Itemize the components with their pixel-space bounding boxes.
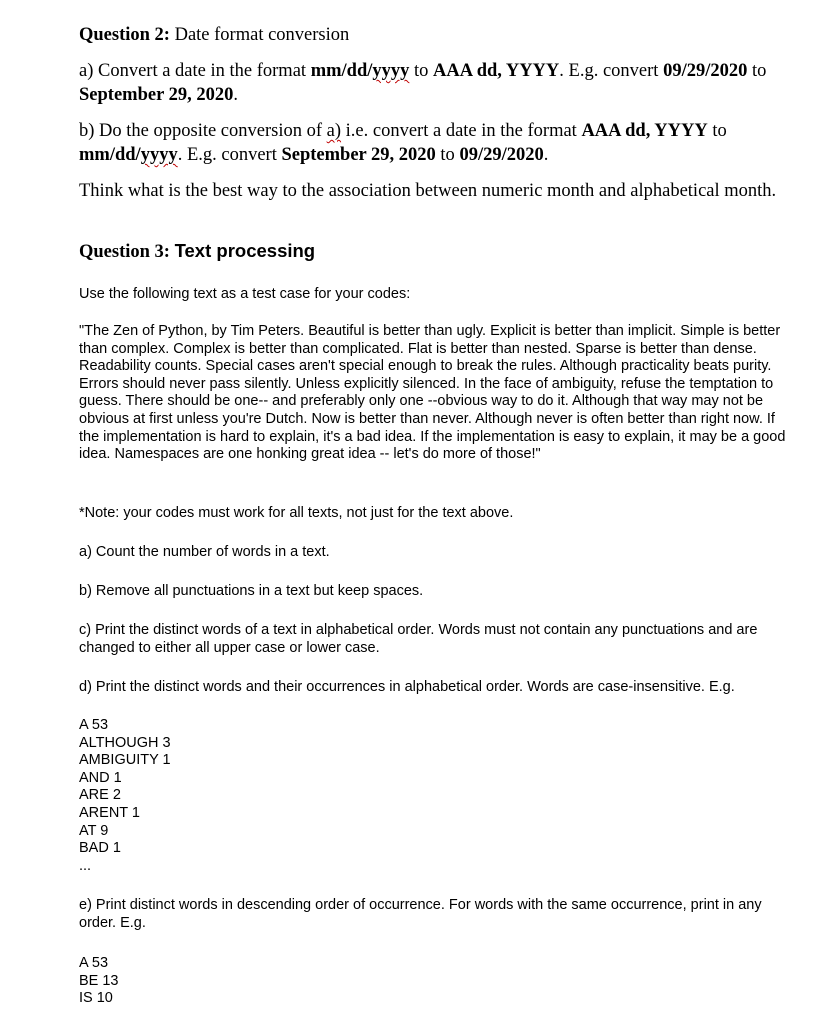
q3-d-example-list <box>79 717 171 875</box>
q3-heading <box>79 239 794 264</box>
list-item: BE 13 <box>79 972 119 989</box>
text-run: mm/dd/ <box>79 145 141 165</box>
example-value: 09/29/2020 <box>459 145 544 165</box>
list-item: IS 10 <box>79 990 113 1007</box>
q2-part-a <box>79 59 794 107</box>
spellcheck-word: yyyy <box>140 145 178 165</box>
text-run: a) Convert a date in the format <box>79 61 311 81</box>
list-item: AT 9 <box>79 822 109 839</box>
q3-part-b: b) Remove all punctuations in a text but keep spaces. <box>79 583 424 599</box>
text-run: . E.g. convert <box>177 145 282 165</box>
list-item: ARENT 1 <box>79 804 140 821</box>
format-label: AAA dd, YYYY <box>581 121 708 141</box>
list-item: AMBIGUITY 1 <box>79 752 171 769</box>
q3-part-d: d) Print the distinct words and their occurrences in alphabetical order. Words are case-insensitive. E.g. <box>79 679 735 695</box>
q3-note: *Note: your codes must work for all texts, not just for the text above. <box>79 505 514 521</box>
q3-title: Text processing <box>174 240 316 261</box>
list-item: ALTHOUGH 3 <box>79 734 171 751</box>
q3-part-a: a) Count the number of words in a text. <box>79 544 330 560</box>
text-run: to <box>707 121 727 141</box>
text-run: . E.g. convert <box>559 61 664 81</box>
format-label: AAA dd, YYYY <box>433 61 560 81</box>
text-run: . <box>233 85 238 105</box>
list-item: BAD 1 <box>79 840 121 857</box>
text-run: to <box>409 61 434 81</box>
spellcheck-word: yyyy <box>372 61 410 81</box>
text-run: mm/dd/ <box>310 61 373 81</box>
example-value: 09/29/2020 <box>663 61 748 81</box>
spellcheck-word: a) <box>326 121 342 141</box>
q3-label: Question 3: <box>79 242 170 262</box>
q3-test-text: "The Zen of Python, by Tim Peters. Beautiful is better than ugly. Explicit is better than implicit. Simple is better than complex. Complex is better than complicated. Flat is better than nested. Sparse is better than dense. Readability counts. Special cases aren't special enough to break the rules. Although practicality beats purity. Errors should never pass silently. Unless explicitly silenced. In the face of ambiguity, refuse the temptation to guess. There should be one-- and preferably only one --obvious way to do it. Although that way may not be obvious at first unless you're Dutch. Now is better than never. Although never is often better than right now. If the implementation is hard to explain, it's a bad idea. If the implementation is easy to explain, it may be a good idea. Namespaces are one honking great idea -- let's do more of those!" <box>79 323 786 463</box>
list-item: AND 1 <box>79 769 122 786</box>
q3-part-e: e) Print distinct words in descending order of occurrence. For words with the same occurrence, print in any order. E.g. <box>79 897 762 931</box>
list-item: ARE 2 <box>79 787 121 804</box>
q3-e-example-list <box>79 955 119 1008</box>
format-label <box>311 61 410 81</box>
q3-part-c: c) Print the distinct words of a text in alphabetical order. Words must not contain any punctuations and are changed to either all upper case or lower case. <box>79 622 758 656</box>
text-run: b) Do the opposite conversion of <box>79 121 327 141</box>
q2-title: Date format conversion <box>174 25 350 45</box>
text-run: to <box>435 145 460 165</box>
q2-think: Think what is the best way to the association between numeric month and alphabetical month. <box>79 181 777 201</box>
text-run: . <box>543 145 549 165</box>
list-item: ... <box>79 857 92 874</box>
q2-part-b <box>79 119 794 167</box>
q2-label: Question 2: <box>79 25 170 45</box>
example-value: September 29, 2020 <box>281 145 436 165</box>
example-value: September 29, 2020 <box>79 85 234 105</box>
list-item: A 53 <box>79 955 109 971</box>
list-item: A 53 <box>79 717 109 733</box>
format-label <box>79 145 178 165</box>
text-run: i.e. convert a date in the format <box>341 121 582 141</box>
q3-intro: Use the following text as a test case for your codes: <box>79 286 411 302</box>
text-run: to <box>747 61 767 81</box>
q2-heading <box>79 23 794 47</box>
